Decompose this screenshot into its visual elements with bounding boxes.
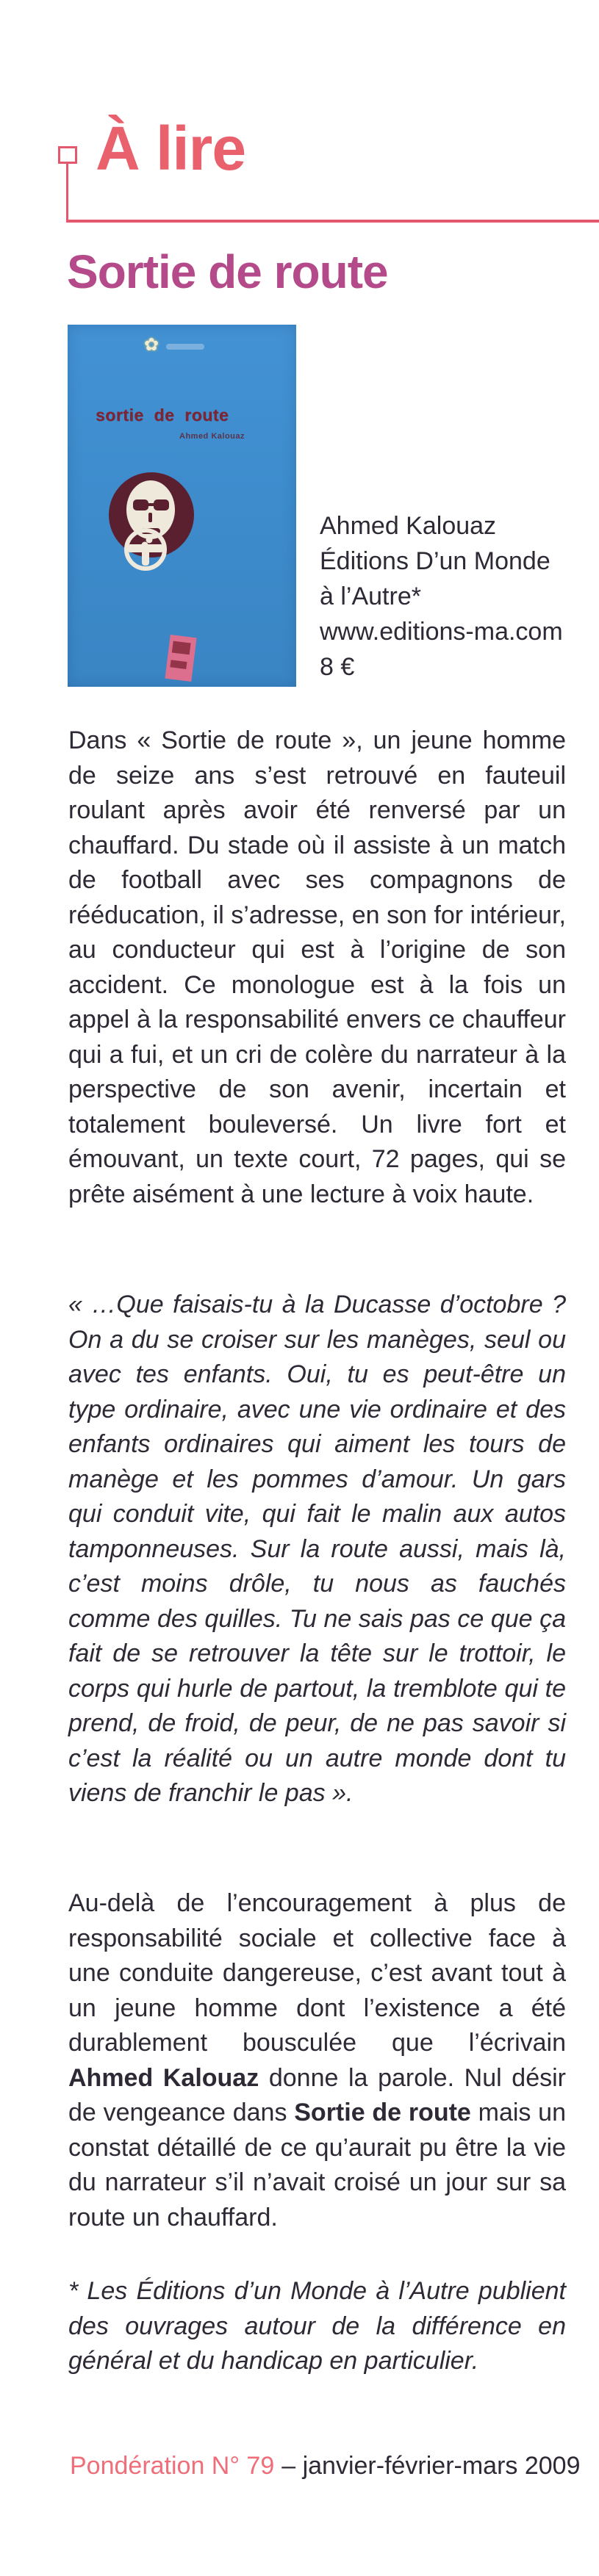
face-and-steering-wheel-illustration (68, 325, 296, 687)
book-website: www.editions-ma.com (320, 618, 563, 646)
section-divider-line (66, 220, 599, 223)
book-info (320, 508, 563, 685)
publisher-footnote: * Les Éditions d’un Monde à l’Autre publient des ouvrages autour de la différence en général et du handicap en particulier. (68, 2277, 566, 2375)
publisher-logo-mark (172, 641, 191, 655)
book-excerpt-quote: « …Que faisais-tu à la Ducasse d’octobre ? On a du se croiser sur les manèges, seul ou avec tes enfants. Oui, tu es peut-être un type ordinaire, avec une vie ordinaire et des enfants ordinaires qui aiment les tours de manège et les pommes d’amour. Un gars qui conduit vite, qui fait le malin aux autos tamponneuses. Sur la route aussi, mais là, c’est moins drôle, tu nous as fauchés comme des quilles. Tu ne sais pas ce que ça fait de se retrouver la tête sur le trottoir, le corps qui hurle de partout, la tremblote qui te prend, de froid, de peur, de ne pas savoir si c’est la réalité ou un autre monde dont tu viens de franchir le pas ». (68, 1291, 566, 1807)
book-cover-author: Ahmed Kalouaz (179, 432, 245, 441)
section-marker-square-icon (58, 146, 77, 164)
book-price: 8 € (320, 653, 355, 681)
book-cover (68, 325, 296, 687)
book-author: Ahmed Kalouaz (320, 512, 497, 540)
review-paragraph-2: Au-delà de l’encouragement à plus de responsabilité sociale et collective face à une conduite dangereuse, c’est avant tout à un jeune homme dont l’existence a été durablement bousculée que l’écrivain Ahmed Kalouaz donne la parole. Nul désir de vengeance dans Sortie de route mais un constat détaillé de ce qu’aurait pu être la vie du narrateur s’il n’avait croisé un jour sur sa route un chauffard. (68, 1889, 567, 2232)
article-title: Sortie de route (67, 245, 388, 298)
page-footer (70, 2452, 581, 2480)
book-publisher-line2: à l’Autre* (320, 582, 421, 610)
section-title: À lire (96, 114, 246, 183)
publisher-logo-mark (170, 660, 187, 669)
issue-date: – janvier-février-mars 2009 (281, 2452, 581, 2480)
publisher-colophon-icon: ✿ (144, 335, 159, 355)
book-cover-title: sortie de route (96, 405, 229, 425)
section-divider-vertical-line (66, 163, 68, 222)
review-paragraph-1: Dans « Sortie de route », un jeune homme de seize ans s’est retrouvé en fauteuil roulant après avoir été renversé par un chauffard. Du stade où il assiste à un match de football avec ses compagnons de rééducation, il s’adresse, en son for intérieur, au conducteur qui est à l’origine de son accident. Ce monologue est à la fois un appel à la responsabilité envers ce chauffeur qui a fui, et un cri de colère du narrateur à la perspective de son avenir, incertain et totalement bouleversé. Un livre fort et émouvant, un texte court, 72 pages, qui se prête aisément à une lecture à voix haute. (68, 726, 566, 1208)
book-publisher-line1: Éditions D’un Monde (320, 547, 550, 575)
publisher-logo (165, 635, 196, 682)
magazine-name: Pondération N° 79 (70, 2452, 275, 2480)
